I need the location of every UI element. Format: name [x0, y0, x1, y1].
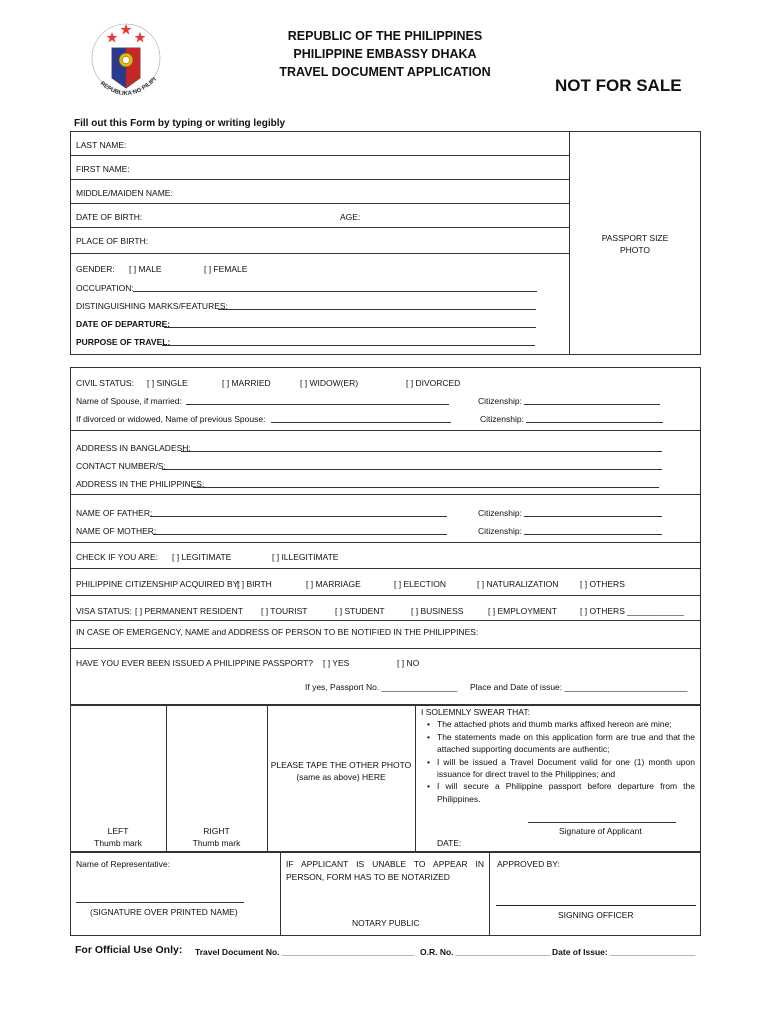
prev-spouse-citizenship-field[interactable] [526, 414, 663, 423]
emergency-label: IN CASE OF EMERGENCY, NAME and ADDRESS OF PERSON TO BE NOTIFIED IN THE PHILIPPINES: [76, 627, 479, 637]
other-photo-label-1: PLEASE TAPE THE OTHER PHOTO [270, 760, 412, 770]
spouse-field[interactable] [186, 396, 449, 405]
birth-checkbox[interactable]: [ ] BIRTH [237, 579, 272, 589]
seal-text: REPUBLIKA NG PILIPI [98, 76, 158, 98]
occupation-label: OCCUPATION: [76, 283, 134, 293]
purpose-field[interactable] [162, 337, 535, 346]
representative-name-label: Name of Representative: [76, 859, 171, 869]
acquired-label: PHILIPPINE CITIZENSHIP ACQUIRED BY: [76, 579, 241, 589]
employment-checkbox[interactable]: [ ] EMPLOYMENT [488, 606, 557, 616]
pob-label: PLACE OF BIRTH: [76, 236, 149, 246]
divorced-checkbox[interactable]: [ ] DIVORCED [406, 378, 461, 388]
address-ph-label: ADDRESS IN THE PHILIPPINES: [76, 479, 205, 489]
oath-item: • The attached phots and thumb marks affixed hereon are mine; [437, 718, 695, 730]
last-name-label: LAST NAME: [76, 140, 127, 150]
or-no-field[interactable]: O.R. No. ____________________ [420, 947, 551, 957]
gender-label: GENDER: [76, 264, 115, 274]
notarize-note: IF APPLICANT IS UNABLE TO APPEAR IN PERSON, FORM HAS TO BE NOTARIZED [286, 859, 484, 882]
occupation-field[interactable] [133, 283, 537, 292]
widow-checkbox[interactable]: [ ] WIDOW(ER) [300, 378, 359, 388]
approved-by-label: APPROVED BY: [497, 859, 560, 869]
signing-officer-line[interactable] [496, 905, 696, 906]
marks-label: DISTINGUISHING MARKS/FEATURES: [76, 301, 228, 311]
prev-spouse-field[interactable] [271, 414, 451, 423]
marks-field[interactable] [218, 301, 536, 310]
representative-signature-label: (SIGNATURE OVER PRINTED NAME) [90, 907, 238, 917]
applicant-signature-line[interactable] [528, 822, 676, 823]
not-for-sale: NOT FOR SALE [555, 76, 682, 95]
civil-status-label: CIVIL STATUS: [76, 378, 134, 388]
mother-citizenship-field[interactable] [524, 526, 662, 535]
others-citizenship-checkbox[interactable]: [ ] OTHERS [580, 579, 625, 589]
middle-name-label: MIDDLE/MAIDEN NAME: [76, 188, 173, 198]
naturalization-checkbox[interactable]: [ ] NATURALIZATION [477, 579, 559, 589]
date-label: DATE: [437, 838, 462, 848]
prev-spouse-label: If divorced or widowed, Name of previous Spouse: [76, 414, 266, 424]
signing-officer-label: SIGNING OFFICER [558, 910, 634, 920]
single-checkbox[interactable]: [ ] SINGLE [147, 378, 188, 388]
other-photo-label-2: (same as above) HERE [296, 772, 386, 782]
father-citizenship-field[interactable] [524, 508, 662, 517]
oath-item: • I will be issued a Travel Document valid for one (1) month upon issuance for direct travel to the Philippines; and [437, 756, 695, 781]
date-of-issue-field[interactable]: Date of Issue: __________________ [552, 947, 696, 957]
age-label: AGE: [340, 212, 361, 222]
header-embassy: PHILIPPINE EMBASSY DHAKA [293, 47, 477, 61]
header-form-title: TRAVEL DOCUMENT APPLICATION [279, 65, 491, 79]
father-field[interactable] [150, 508, 447, 517]
address-bd-label: ADDRESS IN BANGLADESH: [76, 443, 191, 453]
illegitimate-checkbox[interactable]: [ ] ILLEGITIMATE [272, 552, 339, 562]
visa-label: VISA STATUS: [76, 606, 132, 616]
photo-divider [569, 131, 570, 355]
place-date-field[interactable]: Place and Date of issue: __________________________ [470, 682, 688, 692]
left-thumb-label-1: LEFT [107, 826, 129, 836]
oath-block [421, 706, 695, 805]
departure-field[interactable] [164, 319, 536, 328]
no-checkbox[interactable]: [ ] NO [397, 658, 420, 668]
oath-title: I SOLEMNLY SWEAR THAT: [421, 707, 530, 717]
oath-item: • I will secure a Philippine passport before departure from the Philippines. [437, 780, 695, 805]
left-thumb-label-2: Thumb mark [94, 838, 142, 848]
spouse-label: Name of Spouse, if married: [76, 396, 182, 406]
prev-spouse-citizenship-label: Citizenship: [480, 414, 524, 424]
female-checkbox[interactable]: [ ] FEMALE [204, 264, 248, 274]
father-label: NAME OF FATHER: [76, 508, 153, 518]
election-checkbox[interactable]: [ ] ELECTION [394, 579, 446, 589]
official-use-label: For Official Use Only: [75, 944, 183, 956]
passport-photo-label-2: PHOTO [619, 245, 651, 255]
right-thumb-label-1: RIGHT [203, 826, 230, 836]
yes-checkbox[interactable]: [ ] YES [323, 658, 350, 668]
header-republic: REPUBLIC OF THE PHILIPPINES [287, 29, 483, 43]
address-ph-field[interactable] [193, 479, 659, 488]
married-checkbox[interactable]: [ ] MARRIED [222, 378, 271, 388]
student-checkbox[interactable]: [ ] STUDENT [335, 606, 385, 616]
oath-item: • The statements made on this application form are true and that the attached supporting documents are authentic; [437, 731, 695, 756]
spouse-citizenship-label: Citizenship: [478, 396, 522, 406]
male-checkbox[interactable]: [ ] MALE [129, 264, 162, 274]
travel-doc-no-field[interactable]: Travel Document No. ____________________________ [195, 947, 415, 957]
departure-label: DATE OF DEPARTURE: [76, 319, 171, 329]
passport-photo-label-1: PASSPORT SIZE [601, 233, 669, 243]
permanent-checkbox[interactable]: [ ] PERMANENT RESIDENT [135, 606, 243, 616]
address-bd-field[interactable] [181, 443, 662, 452]
tourist-checkbox[interactable]: [ ] TOURIST [261, 606, 308, 616]
passport-question: HAVE YOU EVER BEEN ISSUED A PHILIPPINE PASSPORT? [76, 658, 313, 668]
applicant-signature-label: Signature of Applicant [559, 826, 642, 836]
marriage-checkbox[interactable]: [ ] MARRIAGE [306, 579, 361, 589]
purpose-label: PURPOSE OF TRAVEL: [76, 337, 171, 347]
passport-no-field[interactable]: If yes, Passport No. ________________ [305, 682, 458, 692]
contact-field[interactable] [162, 461, 662, 470]
right-thumb-label-2: Thumb mark [192, 838, 241, 848]
contact-label: CONTACT NUMBER/S: [76, 461, 166, 471]
form-instruction: Fill out this Form by typing or writing legibly [74, 118, 286, 129]
father-citizenship-label: Citizenship: [478, 508, 522, 518]
dob-label: DATE OF BIRTH: [76, 212, 143, 222]
first-name-label: FIRST NAME: [76, 164, 130, 174]
spouse-citizenship-field[interactable] [524, 396, 660, 405]
mother-citizenship-label: Citizenship: [478, 526, 522, 536]
mother-label: NAME OF MOTHER: [76, 526, 157, 536]
mother-field[interactable] [153, 526, 447, 535]
notary-public-label: NOTARY PUBLIC [352, 918, 420, 928]
others-visa-checkbox[interactable]: [ ] OTHERS ____________ [580, 606, 684, 616]
business-checkbox[interactable]: [ ] BUSINESS [411, 606, 464, 616]
legitimate-checkbox[interactable]: [ ] LEGITIMATE [172, 552, 232, 562]
representative-signature-line[interactable] [76, 902, 244, 903]
check-label: CHECK IF YOU ARE: [76, 552, 159, 562]
